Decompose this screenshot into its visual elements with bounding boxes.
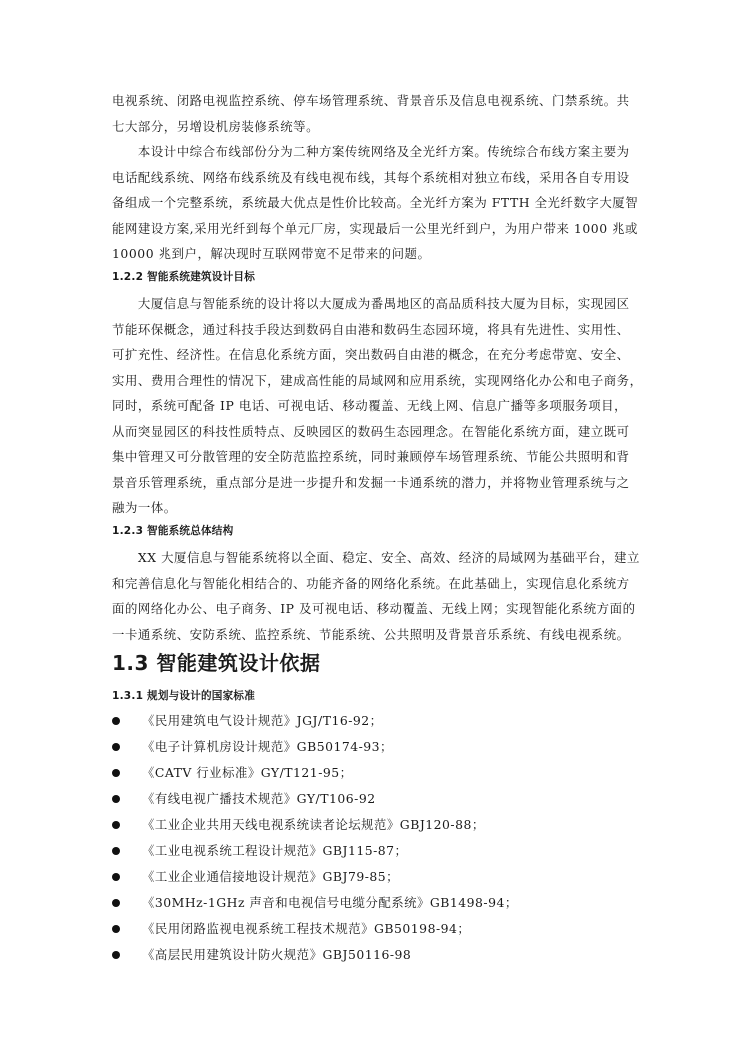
standard-text: 《电子计算机房设计规范》GB50174-93； (142, 739, 393, 754)
section-heading-1-2-3: 1.2.3 智能系统总体结构 (112, 525, 234, 537)
section-heading-1-3-1: 1.3.1 规划与设计的国家标准 (112, 690, 255, 702)
cabling-line: 本设计中综合布线部份分为二种方案传统网络及全光纤方案。传统综合布线方案主要为 (112, 144, 630, 159)
bullet-icon (112, 873, 120, 881)
cabling-line: 10000 兆到户，解决现时互联网带宽不足带来的问题。 (112, 246, 431, 261)
structure-line: 面的网络化办公、电子商务、IP 及可视电话、移动覆盖、无线上网；实现智能化系统方面的 (112, 601, 636, 616)
standard-text: 《工业企业共用天线电视系统读者论坛规范》GBJ120-88； (142, 817, 485, 832)
standard-text: 《30MHz-1GHz 声音和电视信号电缆分配系统》GB1498-94； (142, 895, 518, 910)
cabling-line: 备组成一个完整系统，系统最大优点是性价比较高。全光纤方案为 FTTH 全光纤数字大厦智 (112, 195, 639, 210)
bullet-icon (112, 951, 120, 959)
goal-line: 景音乐管理系统，重点部分是进一步提升和发掘一卡通系统的潜力，并将物业管理系统与之 (112, 475, 630, 490)
goal-line: 大厦信息与智能系统的设计将以大厦成为番禺地区的高品质科技大厦为目标，实现园区 (112, 296, 630, 311)
intro-line: 电视系统、闭路电视监控系统、停车场管理系统、背景音乐及信息电视系统、门禁系统。共 (112, 93, 630, 108)
goal-line: 节能环保概念，通过科技手段达到数码自由港和数码生态园环境，将具有先进性、实用性、 (112, 322, 630, 337)
bullet-icon (112, 769, 120, 777)
bullet-icon (112, 847, 120, 855)
section-heading-1-2-2: 1.2.2 智能系统建筑设计目标 (112, 271, 255, 283)
goal-line: 同时，系统可配备 IP 电话、可视电话、移动覆盖、无线上网、信息广播等多项服务项目， (112, 398, 628, 413)
standard-text: 《工业电视系统工程设计规范》GBJ115-87； (142, 843, 408, 858)
standard-text: 《高层民用建筑设计防火规范》GBJ50116-98 (142, 947, 412, 962)
cabling-line: 能网建设方案,采用光纤到每个单元厂房，实现最后一公里光纤到户，为用户带来 1000 兆或 (112, 221, 639, 236)
bullet-icon (112, 899, 120, 907)
structure-line: 和完善信息化与智能化相结合的、功能齐备的网络化系统。在此基础上，实现信息化系统方 (112, 576, 630, 591)
goal-line: 融为一体。 (112, 500, 177, 515)
standard-text: 《民用闭路监视电视系统工程技术规范》GB50198-94； (142, 921, 471, 936)
bullet-icon (112, 795, 120, 803)
standard-text: 《工业企业通信接地设计规范》GBJ79-85； (142, 869, 400, 884)
bullet-icon (112, 925, 120, 933)
goal-line: 可扩充性、经济性。在信息化系统方面，突出数码自由港的概念，在充分考虑带宽、安全、 (112, 347, 630, 362)
structure-line: XX 大厦信息与智能系统将以全面、稳定、安全、高效、经济的局域网为基础平台，建立 (112, 550, 640, 565)
bullet-icon (112, 743, 120, 751)
bullet-icon (112, 717, 120, 725)
intro-line: 七大部分，另增设机房装修系统等。 (112, 119, 320, 134)
standard-text: 《民用建筑电气设计规范》JGJ/T16-92； (142, 713, 383, 728)
standard-text: 《有线电视广播技术规范》GY/T106-92 (142, 791, 376, 806)
goal-line: 实用、费用合理性的情况下，建成高性能的局域网和应用系统，实现网络化办公和电子商务， (112, 373, 643, 388)
goal-line: 从而突显园区的科技性质特点、反映园区的数码生态园理念。在智能化系统方面，建立既可 (112, 424, 630, 439)
standard-text: 《CATV 行业标准》GY/T121-95； (142, 765, 353, 780)
cabling-line: 电话配线系统、网络布线系统及有线电视布线，其每个系统相对独立布线，采用各自专用设 (112, 170, 630, 185)
goal-line: 集中管理又可分散管理的安全防范监控系统，同时兼顾停车场管理系统、节能公共照明和背 (112, 449, 630, 464)
section-heading-1-3: 1.3 智能建筑设计依据 (112, 651, 321, 675)
bullet-icon (112, 821, 120, 829)
structure-line: 一卡通系统、安防系统、监控系统、节能系统、公共照明及背景音乐系统、有线电视系统。 (112, 627, 630, 642)
